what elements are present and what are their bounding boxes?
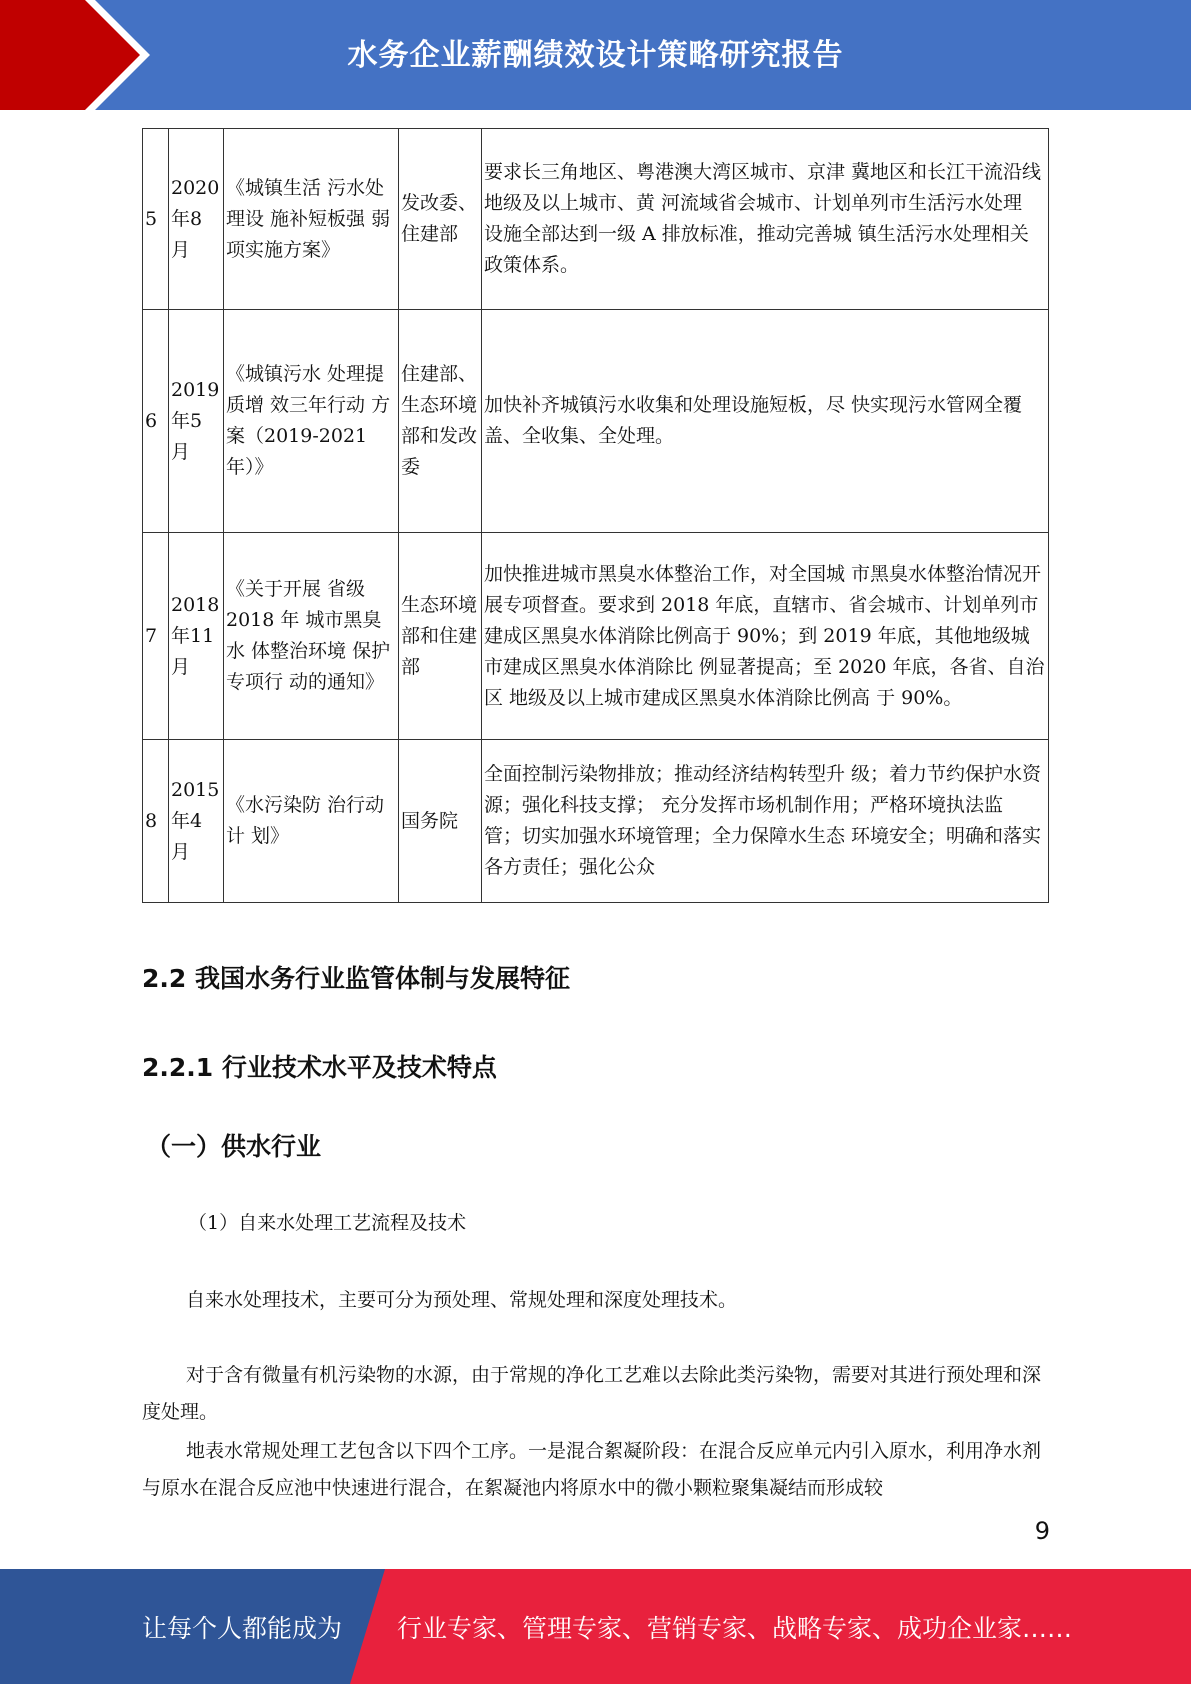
paragraph: 地表水常规处理工艺包含以下四个工序。一是混合絮凝阶段：在混合反应单元内引入原水，利用净水剂与原水在混合反应池中快速进行混合，在絮凝池内将原水中的微小颗粒聚集凝结而形成较 <box>142 1440 1042 1499</box>
row-description: 要求长三角地区、粤港澳大湾区城市、京津 冀地区和长江干流沿线地级及以上城市、黄 河流域省会城市、计划单列市生活污水处理 设施全部达到一级 A 排放标准，推动完善城 镇生活污水处理相关政策体系。 <box>482 129 1049 310</box>
row-department: 生态环境 部和住建 部 <box>399 533 482 740</box>
policy-table <box>142 128 1049 903</box>
page-number: 9 <box>1034 1517 1050 1545</box>
row-policy-title: 《关于开展 省级 2018 年 城市黑臭水 体整治环境 保护专项行 动的通知》 <box>224 533 399 740</box>
row-number: 8 <box>143 740 169 903</box>
row-policy-title: 《城镇污水 处理提质增 效三年行动 方案（2019-2021 年）》 <box>224 310 399 533</box>
table-row <box>143 533 1049 740</box>
row-department: 住建部、 生态环境部和发改委 <box>399 310 482 533</box>
row-date: 2015年4月 <box>169 740 224 903</box>
table-row <box>143 310 1049 533</box>
paragraph: 对于含有微量有机污染物的水源，由于常规的净化工艺难以去除此类污染物，需要对其进行预处理和深度处理。 <box>142 1364 1042 1423</box>
section-heading-2-2: 2.2 我国水务行业监管体制与发展特征 <box>142 964 570 993</box>
row-number: 6 <box>143 310 169 533</box>
section-heading-2-2-1: 2.2.1 行业技术水平及技术特点 <box>142 1053 497 1082</box>
row-description: 全面控制污染物排放；推动经济结构转型升 级；着力节约保护水资源；强化科技支撑； 充分发挥市场机制作用；严格环境执法监 管；切实加强水环境管理；全力保障水生态 环境安全；明确和落实各方责任；强化公众 <box>482 740 1049 903</box>
row-number: 5 <box>143 129 169 310</box>
footer-slogan-left: 让每个人都能成为 <box>142 1614 343 1643</box>
row-date: 2020年8月 <box>169 129 224 310</box>
row-policy-title: 《城镇生活 污水处理设 施补短板强 弱项实施方案》 <box>224 129 399 310</box>
row-policy-title: 《水污染防 治行动计 划》 <box>224 740 399 903</box>
paragraph: 自来水处理技术，主要可分为预处理、常规处理和深度处理技术。 <box>186 1289 738 1311</box>
page-footer <box>0 1569 1191 1684</box>
row-date: 2019年5月 <box>169 310 224 533</box>
table-row <box>143 740 1049 903</box>
paragraph-subtitle: （1）自来水处理工艺流程及技术 <box>188 1212 467 1234</box>
subsection-heading-water-supply: （一）供水行业 <box>146 1132 322 1161</box>
table-row <box>143 129 1049 310</box>
header-title: 水务企业薪酬绩效设计策略研究报告 <box>347 38 844 73</box>
row-department: 国务院 <box>399 740 482 903</box>
row-date: 2018年11月 <box>169 533 224 740</box>
row-description: 加快补齐城镇污水收集和处理设施短板，尽 快实现污水管网全覆盖、全收集、全处理。 <box>482 310 1049 533</box>
page-header <box>0 0 1191 110</box>
row-description: 加快推进城市黑臭水体整治工作，对全国城 市黑臭水体整治情况开展专项督查。要求到 2018 年底，直辖市、省会城市、计划单列市 建成区黑臭水体消除比例高于 90%；到 2019 年底，其他地级城市建成区黑臭水体消除比 例显著提高；至 2020 年底，各省、自治区 地级及以上城市建成区黑臭水体消除比例高 于 90%。 <box>482 533 1049 740</box>
row-department: 发改委、 住建部 <box>399 129 482 310</box>
footer-slogan-right: 行业专家、管理专家、营销专家、战略专家、成功企业家…… <box>397 1614 1073 1643</box>
row-number: 7 <box>143 533 169 740</box>
